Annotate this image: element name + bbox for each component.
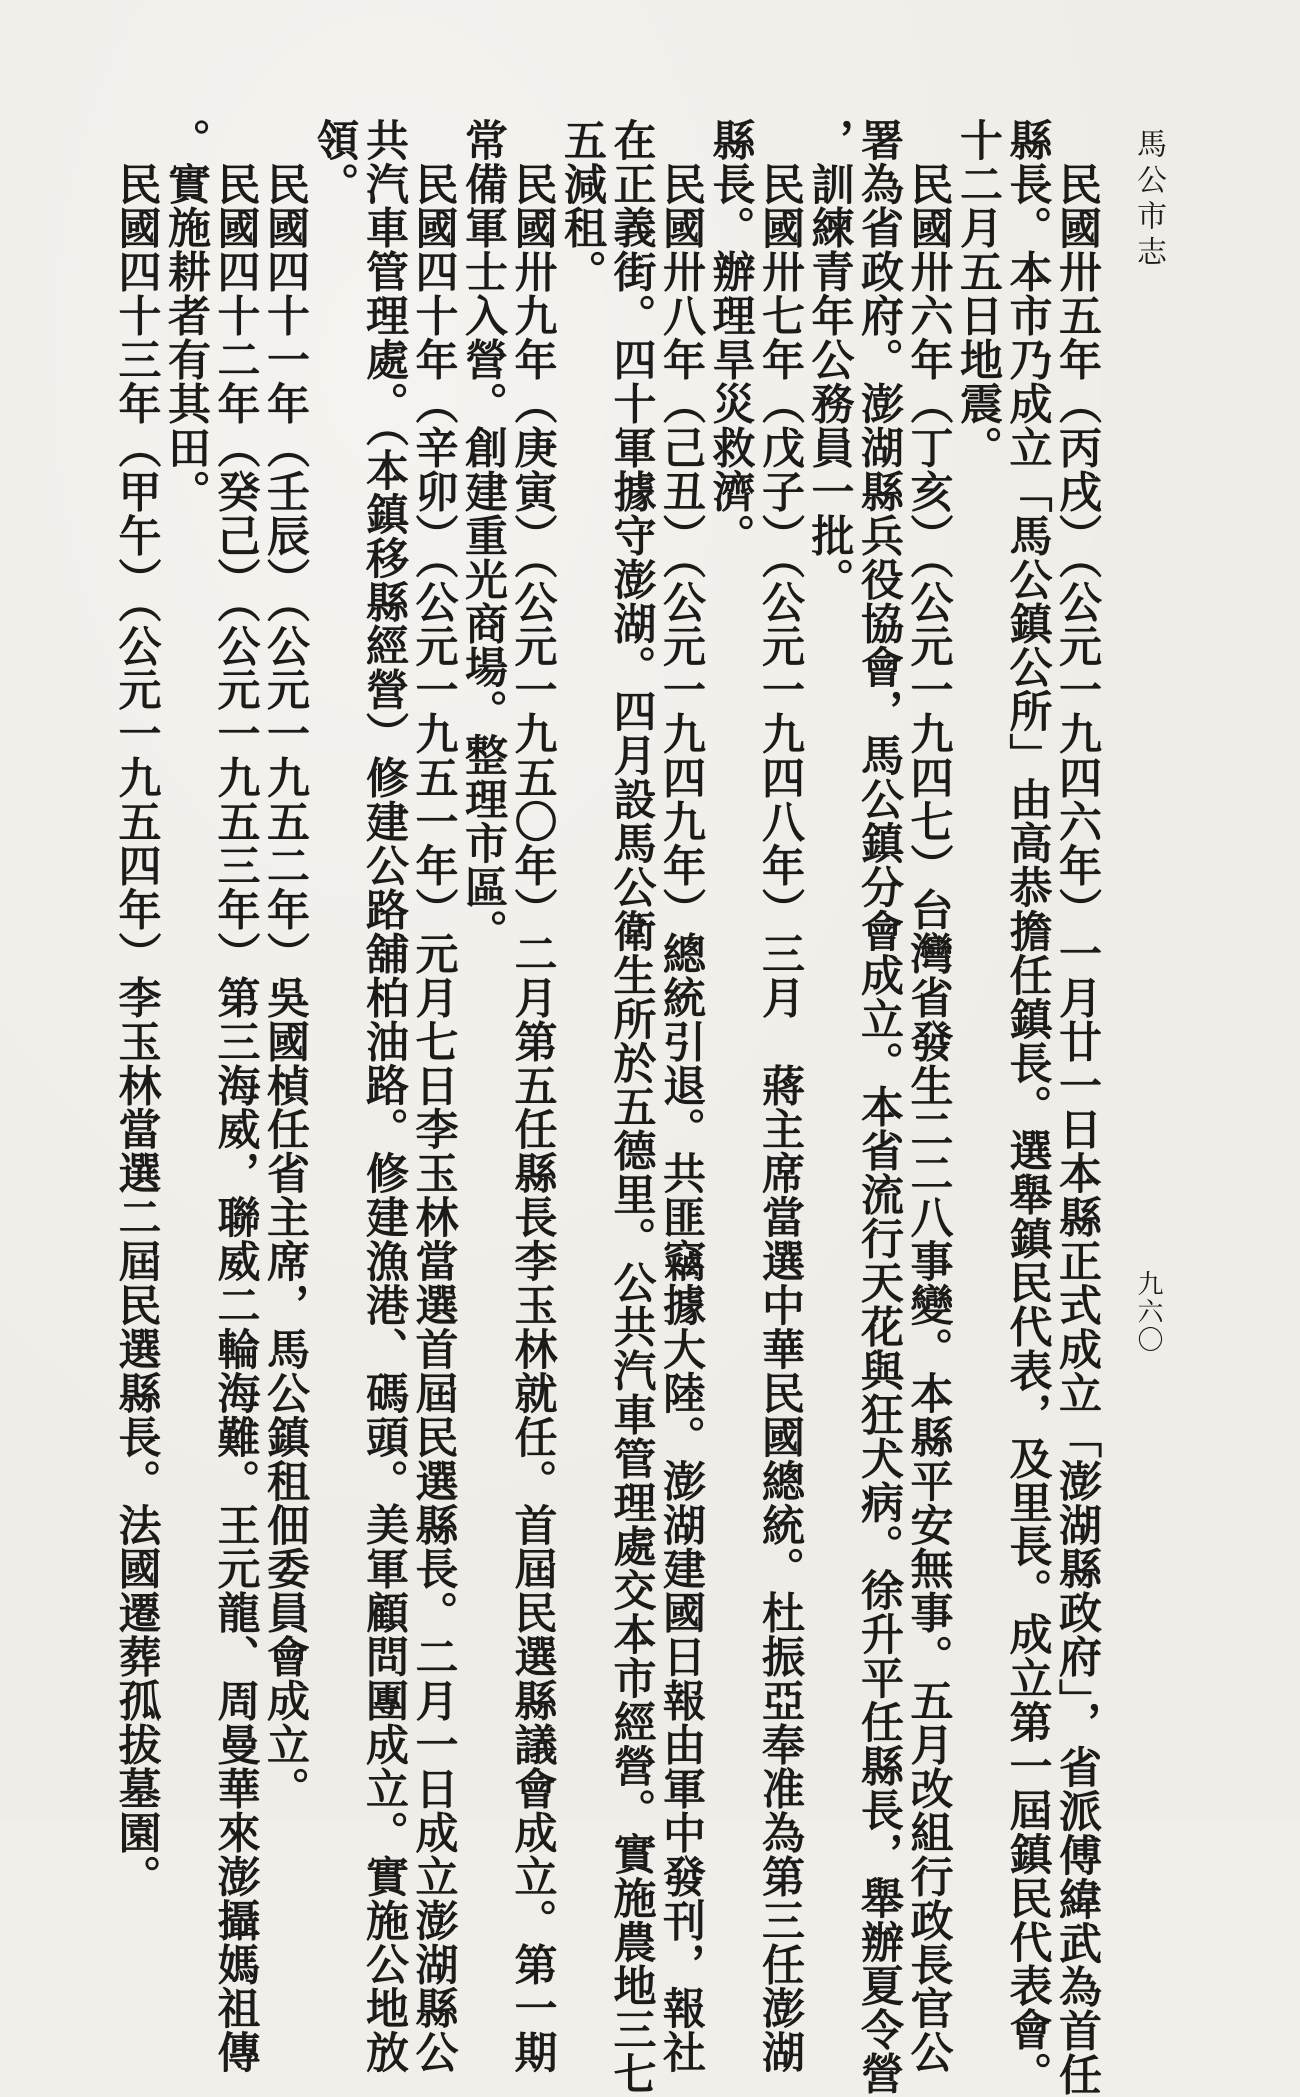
text-column: 民國卅八年（己丑）（公元一九四九年）總統引退。共匪竊據大陸。澎湖建國日報由軍中發刊，報社: [656, 162, 706, 2075]
text-column: 縣長。辦理旱災救濟。: [705, 118, 756, 558]
text-column: 民國卅九年（庚寅）（公元一九五〇年）二月第五任縣長李玉林就任。首屆民選縣議會成立。第一期: [507, 162, 558, 2075]
text-column: 在正義街。四十軍據守澎湖。四月設馬公衛生所於五德里。公共汽車管理處交本市經營。實施農地三七: [606, 118, 657, 2096]
text-column: 五減租。: [557, 118, 607, 294]
text-column: 民國四十三年（甲午）（公元一九五四年）李玉林當選二屆民選縣長。法國遷葬孤拔墓園。: [111, 162, 162, 1899]
text-column: 民國卅六年（丁亥）（公元一九四七）台灣省發生二二八事變。本縣平安無事。五月改組行政長官公: [903, 162, 954, 2075]
text-column: 十二月五日地震。: [953, 118, 1003, 470]
text-column: 署為省政府。澎湖縣兵役協會，馬公鎮分會成立。本省流行天花與狂犬病。徐升平任縣長，舉辦夏令營: [854, 118, 904, 2096]
page-title: 馬公市志: [1131, 128, 1166, 272]
text-column: 常備軍士入營。創建重光商場。整理市區。: [458, 118, 508, 954]
text-column: 。實施耕者有其田。: [161, 118, 211, 514]
page-number: 九六〇: [1133, 1270, 1163, 1354]
text-column: 領。: [309, 118, 360, 206]
text-column: ，訓練青年公務員一批。: [804, 118, 855, 602]
text-column: 民國卅七年（戊子）（公元一九四八年）三月 蔣主席當選中華民國總統。杜振亞奉准為第三任澎湖: [755, 162, 805, 2075]
text-column: 共汽車管理處。（本鎮移縣經營）修建公路舖柏油路。修建漁港、碼頭。美軍顧問團成立。實施公地放: [359, 118, 409, 2075]
text-column: 民國卅五年（丙戌）（公元一九四六年）一月廿一日本縣正式成立「澎湖縣政府」，省派傅緯武為首任: [1052, 162, 1102, 2097]
text-column: 縣長。本市乃成立「馬公鎮公所」由高恭擔任鎮長。選舉鎮民代表，及里長。成立第一屆鎮民代表會。: [1002, 118, 1053, 2096]
text-column: 民國四十一年（壬辰）（公元一九五二年）吳國楨任省主席，馬公鎮租佃委員會成立。: [260, 162, 310, 1811]
text-column: 民國四十二年（癸己）（公元一九五三年）第三海威，聯威二輪海難。王元龍、周曼華來澎攝媽祖傳: [210, 162, 261, 2075]
text-body: [111, 118, 1102, 2097]
text-column: 民國四十年（辛卯）（公元一九五一年）元月七日李玉林當選首屆民選縣長。二月一日成立澎湖縣公: [408, 162, 459, 2075]
